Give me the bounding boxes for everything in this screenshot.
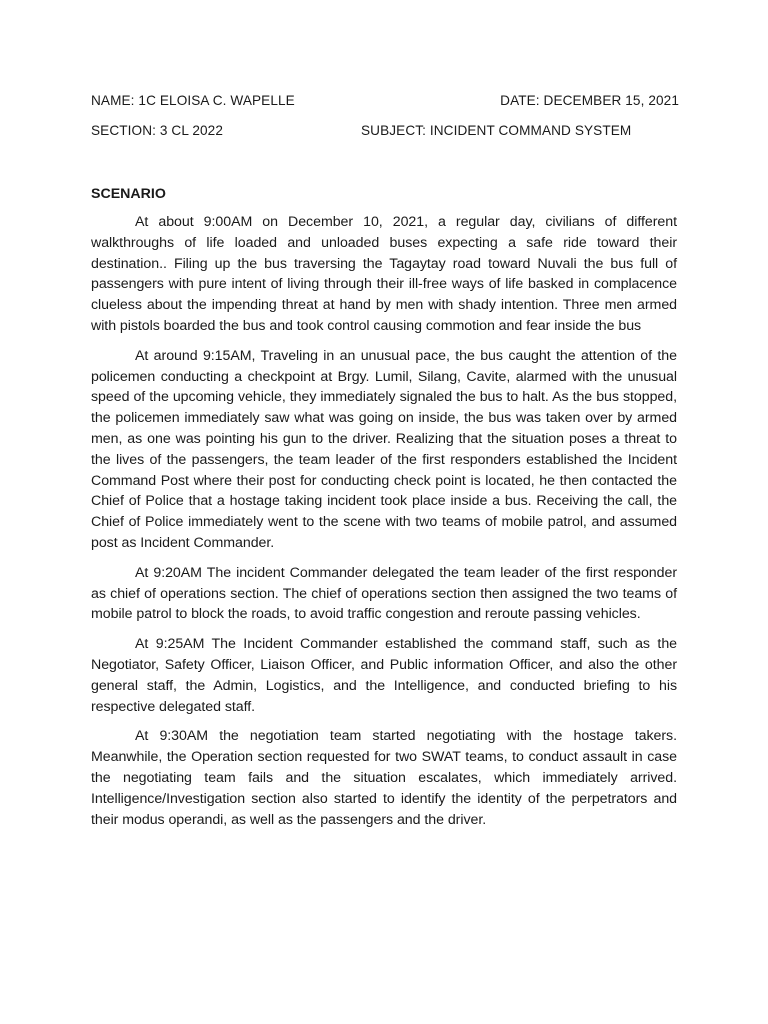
- student-name: NAME: 1C ELOISA C. WAPELLE: [91, 93, 295, 108]
- class-section: SECTION: 3 CL 2022: [91, 123, 224, 138]
- paragraph-0915am: At around 9:15AM, Traveling in an unusual pace, the bus caught the attention of the policemen conducting a checkpoint at Brgy. Lumil, Silang, Cavite, alarmed with the unusual speed of the upcoming vehicle, they immediately signaled the bus to halt. As the bus stopped, the policemen immediately saw what was going on inside, the bus was taken over by armed men, as one was pointing his gun to the driver. Realizing that the situation poses a threat to the lives of the passengers, the team leader of the first responders established the Incident Command Post where their post for conducting check point is located, he then contacted the Chief of Police that a hostage taking incident took place inside a bus. Receiving the call, the Chief of Police immediately went to the scene with two teams of mobile patrol, and assumed post as Incident Commander.: [91, 347, 677, 551]
- paragraph-0920am: At 9:20AM The incident Commander delegated the team leader of the first responder as chief of operations section. The chief of operations section then assigned the two teams of mobile patrol to block the roads, to avoid traffic congestion and reroute passing vehicles.: [91, 564, 677, 623]
- paragraph-0925am: At 9:25AM The Incident Commander established the command staff, such as the Negotiator, Safety Officer, Liaison Officer, and Public information Officer, and also the other general staff, the Admin, Logistics, and the Intelligence, and conducted briefing to his respective delegated staff.: [91, 636, 677, 715]
- document-subject: SUBJECT: INCIDENT COMMAND SYSTEM: [361, 123, 632, 138]
- scenario-heading: SCENARIO: [91, 186, 166, 202]
- document-date: DATE: DECEMBER 15, 2021: [500, 93, 679, 108]
- paragraph-0930am: At 9:30AM the negotiation team started negotiating with the hostage takers. Meanwhile, the Operation section requested for two SWAT teams, to conduct assault in case the negotiating team fails and the situation escalates, which immediately arrived. Intelligence/Investigation section also started to identify the identity of the perpetrators and their modus operandi, as well as the passengers and the driver.: [91, 728, 677, 828]
- paragraph-0900am: At about 9:00AM on December 10, 2021, a regular day, civilians of different walkthroughs of life loaded and unloaded buses expecting a safe ride toward their destination.. Filing up the bus traversing the Tagaytay road toward Nuvali the bus full of passengers with pure intent of living through their ill-free ways of life basked in complacence clueless about the impending threat at hand by men with shady intention. Three men armed with pistols boarded the bus and took control causing commotion and fear inside the bus: [91, 214, 677, 334]
- scenario-body: [91, 184, 677, 839]
